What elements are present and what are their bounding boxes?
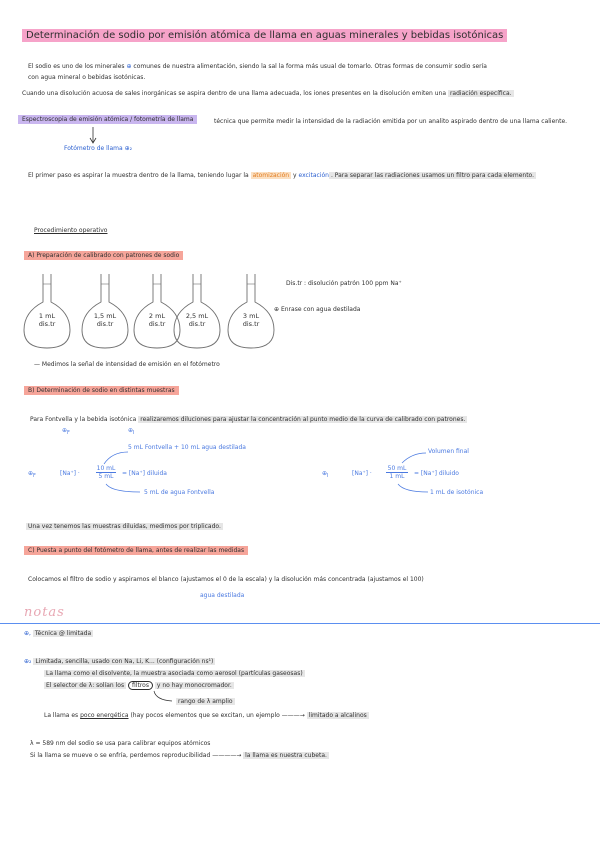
arrow-icon: [398, 449, 428, 465]
circled-i-formula-icon: $\oplus_I$: [322, 470, 329, 480]
dis-tr-definition: Dis.tr : disolución patrón 100 ppm Na⁺: [286, 280, 402, 287]
arrow-icon: [396, 482, 432, 496]
paso-1: El primer paso es aspirar la muestra dentro de la llama, teniendo lugar la atomización y excitación . Para separar las radiaciones usamos un filtro para cada elemento.: [28, 172, 535, 179]
fontvella-annotation-top: 5 mL Fontvella + 10 mL agua destilada: [128, 444, 246, 451]
isotonic-annotation-top: Volumen final: [428, 448, 469, 455]
arrow-icon: [104, 482, 144, 496]
arrow-icon: [152, 690, 174, 704]
divider: [0, 623, 600, 624]
technique-highlight: Espectroscopia de emisión atómica / fotometría de llama: [18, 116, 197, 123]
flask-solution: dis.tr: [96, 320, 114, 328]
arrow-down-icon: [88, 126, 98, 146]
fontvella-formula: [Na⁺] ·: [60, 470, 80, 477]
isotonic-fraction: 50 mL 1 mL: [387, 465, 407, 480]
circled-plus-icon: ⊕: [126, 63, 132, 70]
technique-description: técnica que permite medir la intensidad de la radiación emitida por un analito aspirado dentro de una llama caliente.: [214, 118, 568, 125]
section-b-final: Una vez tenemos las muestras diluidas, medimos por triplicado.: [28, 523, 221, 530]
flask-solution: dis.tr: [188, 320, 206, 328]
note-2a: ⊕₂ Limitada, sencilla, usado con Na, Li, K... (configuración ns¹): [24, 658, 214, 665]
note-5: Si la llama se mueve o se enfría, perdemos reproducibilidad ————→ la llama es nuestra cubeta.: [30, 752, 327, 759]
note-1: ⊕, Técnica @ limitada: [24, 630, 92, 637]
note-3: La llama es poco energética (hay pocos elementos que se excitan, un ejemplo ———→ limitado a alcalinos: [44, 712, 367, 719]
dash-bullet-icon: —: [34, 361, 40, 368]
page-title: Determinación de sodio por emisión atómica de llama en aguas minerales y bebidas isotónicas: [22, 30, 507, 41]
arrow-right-icon: ————→: [212, 752, 242, 759]
volumetric-flask: [222, 272, 280, 352]
intro-line-3: Cuando una disolución acuosa de sales inorgánicas se aspira dentro de una llama adecuada, los iones presentes en la disolución emiten una radiación específica.: [22, 90, 512, 97]
flask-solution: dis.tr: [38, 320, 56, 328]
agua-destilada-note: agua destilada: [200, 592, 245, 599]
fontvella-fraction: 10 mL 5 mL: [96, 465, 116, 480]
circled-i-icon: $\oplus_I$: [128, 427, 135, 437]
fontvella-annotation-bottom: 5 mL de agua Fontvella: [144, 489, 215, 496]
intro-line-2: con agua mineral o bebidas isotónicas.: [28, 74, 146, 81]
rango-note: rango de λ amplio: [178, 698, 233, 705]
enrase-note: ⊕ Enrase con agua destilada: [274, 306, 361, 313]
flask-solution: dis.tr: [242, 320, 260, 328]
isotonic-result: = [Na⁺] diluido: [414, 470, 459, 477]
section-a-heading: A) Preparación de calibrado con patrones de sodio: [24, 252, 183, 259]
volumetric-flask: [18, 272, 76, 352]
procedimiento-heading: Procedimiento operativo: [34, 227, 108, 234]
flask-volume: 1 mL: [38, 312, 56, 320]
notas-heading: notas: [24, 605, 65, 620]
isotonic-annotation-bottom: 1 mL de isotónica: [430, 489, 484, 496]
note-2b: La llama como el disolvente, la muestra asociada como aerosol (partículas gaseosas): [46, 670, 303, 677]
flask-solution: dis.tr: [148, 320, 166, 328]
flask-volume: 3 mL: [242, 312, 260, 320]
medimos-note: — Medimos la señal de intensidad de emisión en el fotómetro: [34, 361, 220, 368]
section-c-heading: C) Puesta a punto del fotómetro de llama, antes de realizar las medidas: [24, 547, 248, 554]
volumetric-flask: [76, 272, 134, 352]
volumetric-flask: [168, 272, 226, 352]
flask-volume: 2 mL: [148, 312, 166, 320]
note-4: λ = 589 nm del sodio se usa para calibrar equipos atómicos: [30, 740, 211, 747]
isotonic-formula: [Na⁺] ·: [352, 470, 372, 477]
fontvella-result: = [Na⁺] diluida: [122, 470, 167, 477]
flask-volume: 2,5 mL: [185, 312, 209, 320]
section-b-line: Para Fontvella y la bebida isotónica realizaremos diluciones para ajustar la concentración al punto medio de la curva de calibrado con patrones.: [30, 416, 466, 423]
circled-2-icon: ⊕₂: [124, 145, 133, 152]
note-2c: El selector de λ: solían los filtros y no hay monocromador.: [46, 682, 232, 689]
arrow-right-icon: ———→: [281, 712, 305, 719]
intro-line-1: El sodio es uno de los minerales ⊕ comunes de nuestra alimentación, siendo la sal la forma más usual de tomarlo. Otras formas de consumir sodio sería: [28, 63, 487, 70]
circled-2-icon: ⊕₂: [24, 658, 32, 665]
circled-f-icon: $\oplus_F$: [62, 427, 70, 437]
section-b-heading: B) Determinación de sodio en distintas muestras: [24, 387, 179, 394]
flask-volume: 1,5 mL: [93, 312, 117, 320]
fotometro-label: Fotómetro de llama ⊕₂: [64, 145, 133, 152]
circled-f-formula-icon: $\oplus_F$: [28, 470, 36, 480]
circled-plus-icon: ⊕,: [24, 630, 31, 637]
circled-plus-icon: ⊕: [274, 306, 280, 313]
section-c-line: Colocamos el filtro de sodio y aspiramos el blanco (ajustamos el 0 de la escala) y la disolución más concentrada (ajustamos el 100): [28, 576, 424, 583]
